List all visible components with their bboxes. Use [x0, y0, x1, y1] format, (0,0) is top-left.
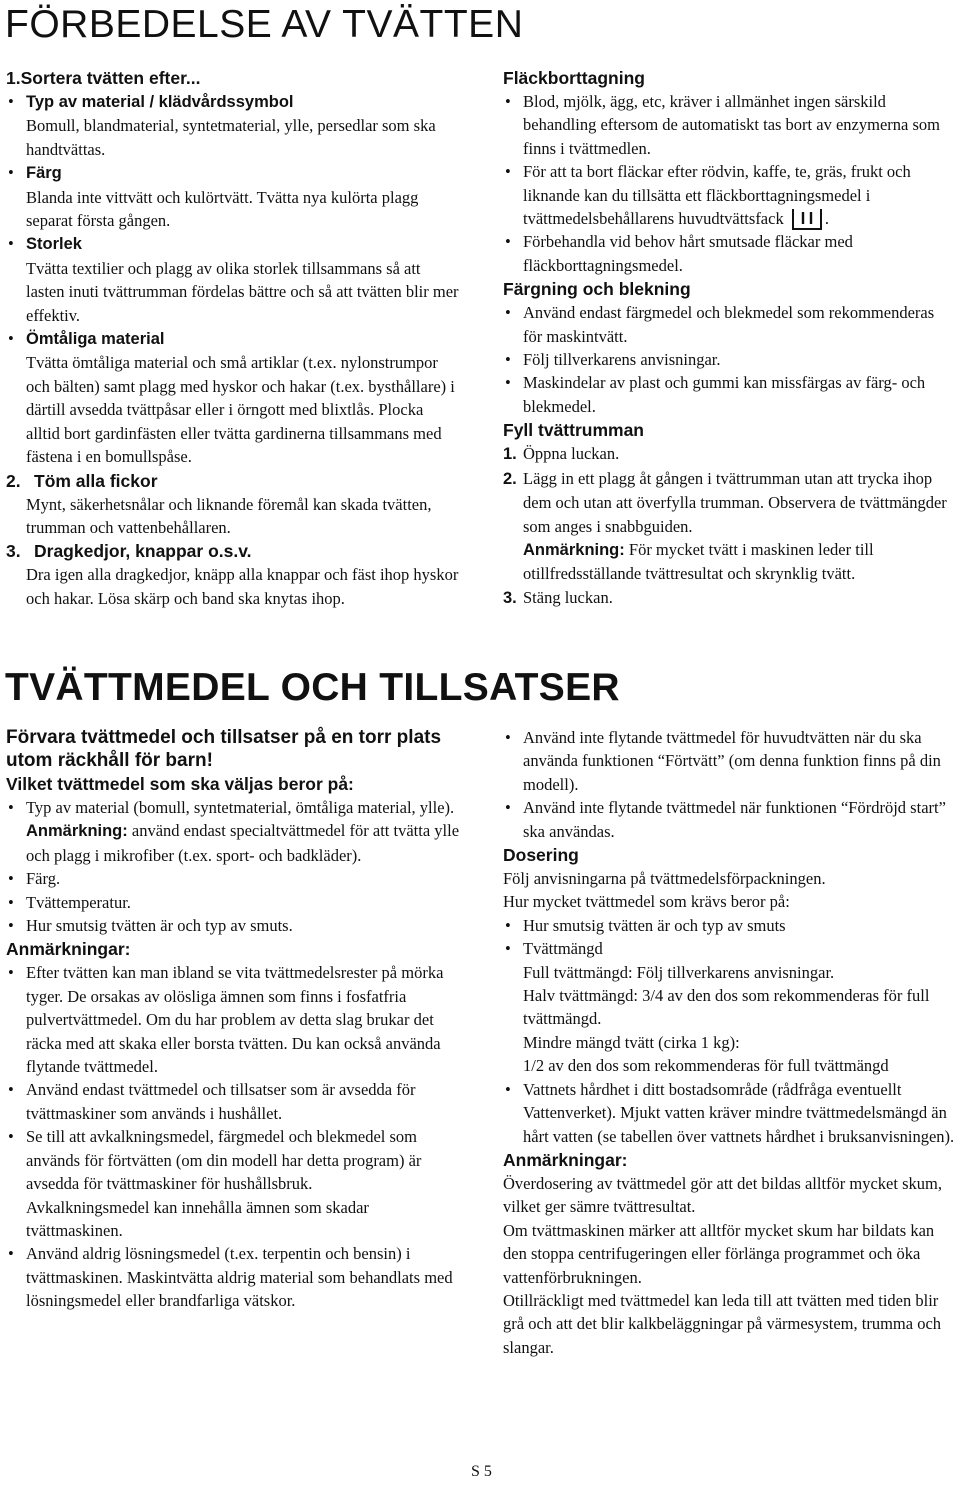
pockets-text: Mynt, säkerhetsnålar och liknande föremål kan skada tvätten, trumman och vattenbehållaren. [26, 494, 432, 537]
item-text: Blanda inte vittvätt och kulörtvätt. Tvätta nya kulörta plagg separat första gången. [26, 187, 419, 231]
dyeing-heading: Färgning och blekning [503, 279, 691, 300]
zippers-text: Dra igen alla dragkedjor, knäpp alla knappar och fäst ihop hyskor och hakar. Lösa skärp och band ska knytas ihop. [26, 565, 459, 608]
liquid-list [503, 726, 955, 843]
list-item: • Hur smutsig tvätten är och typ av smuts [503, 914, 955, 937]
item-title: Färg [26, 164, 62, 183]
fill-step-3: 3. Stäng luckan. [503, 587, 613, 607]
storage-heading: Förvara tvättmedel och tillsatser på en torr plats utom räckhåll för barn! [6, 727, 442, 771]
dosing-intro: Hur mycket tvättmedel som krävs beror på: [503, 892, 790, 912]
choice-heading: Vilket tvättmedel som ska väljas beror på: [6, 774, 354, 794]
section-title: TVÄTTMEDEL OCH TILLSATSER [5, 666, 620, 709]
item-title: Typ av material / klädvårdssymbol [26, 93, 294, 111]
choice-list [6, 796, 461, 937]
stains-list [503, 90, 955, 277]
fill-step-2: 2. Lägg in ett plagg åt gången i tvättrumman utan att trycka ihop dem och utan att överfylla trumman. Observera de tvättmängder som anges i snabbguiden. [503, 468, 947, 536]
fill-step-1: 1. Öppna luckan. [503, 444, 620, 464]
list-item: • För att ta bort fläckar efter rödvin, kaffe, te, gräs, frukt och liknande kan du tillsätta ett fläckborttagningsmedel i tvättmedelsbehållarens huvudtvättsfack . [503, 160, 955, 230]
dosing-note: Om tvättmaskinen märker att alltför mycket skum har bildats kan den stoppa centrifugeringen eller förlänga programmet och öka vattenförbrukningen. [503, 1220, 935, 1287]
notes-heading: Anmärkningar: [6, 939, 131, 960]
dosing-notes-heading: Anmärkningar: [503, 1149, 628, 1170]
list-item [6, 90, 461, 161]
list-item: • Använd endast färgmedel och blekmedel som rekommenderas för maskintvätt. [503, 301, 955, 348]
list-item: • Färg. [6, 867, 461, 890]
dosing-note: Överdosering av tvättmedel gör att det bildas alltför mycket skum, vilket ger sämre tvättresultat. [503, 1173, 942, 1217]
list-item [6, 161, 461, 232]
pockets-heading: 2. Töm alla fickor [6, 470, 158, 491]
item-text: Tvätta ömtåliga material och små artiklar (t.ex. nylonstrumpor och bälten) samt plagg med hyskor och hakar (t.ex. bysthållare) i därtill avsedda tvättpåsar eller i örngott med blixtlås. Plocka alltid bort gardinfästen eller tvätta gardinerna tillsammans med fästena i en bomullspåse. [26, 353, 455, 467]
list-item: • Efter tvätten kan man ibland se vita tvättmedelsrester på mörka tyger. De orsakas av olösliga ämnen som finns i fosfatfria pulvertvättmedel. Om du har problem av detta slag brukar det räcka med att skaka eller borsta tvätten. Du kan också använda flytande tvättmedel. [6, 961, 461, 1078]
stain-column [503, 66, 955, 610]
list-item: • Förbehandla vid behov hårt smutsade fläckar med fläckborttagningsmedel. [503, 230, 955, 277]
item-title: Storlek [26, 235, 82, 254]
page-title: FÖRBEDELSE AV TVÄTTEN [5, 3, 524, 46]
list-item [6, 327, 461, 468]
fill-heading: Fyll tvättrumman [503, 420, 644, 441]
page-number: S 5 [471, 1463, 492, 1480]
list-item: • Hur smutsig tvätten är och typ av smuts. [6, 914, 461, 937]
item-text: Tvätta textilier och plagg av olika storlek tillsammans så att lasten inuti tvättrumman fördelas bättre och så att tvätten blir mer effektiv. [26, 258, 459, 325]
list-item: • Tvättmängd Full tvättmängd: Följ tillverkarens anvisningar. Halv tvättmängd: 3/4 av den dos som rekommenderas för full tvättmängd. Mindre mängd tvätt (cirka 1 kg): 1/2 av den dos som rekommenderas för full tvättmängd [503, 937, 955, 1077]
list-item: • Följ tillverkarens anvisningar. [503, 348, 955, 371]
dyeing-list [503, 301, 955, 418]
dosing-heading: Dosering [503, 845, 579, 866]
dosing-note: Otillräckligt med tvättmedel kan leda till att tvätten med tiden blir grå och att det blir kalkbeläggningar på värmesystem, trumma och slangar. [503, 1290, 942, 1357]
list-item [6, 232, 461, 327]
list-item: • Maskindelar av plast och gummi kan missfärgas av färg- och blekmedel. [503, 371, 955, 418]
list-item: • Använd inte flytande tvättmedel för huvudtvätten när du ska använda funktionen “Förtvätt” (om denna funktion finns på din modell). [503, 726, 955, 796]
sort-list [6, 90, 461, 469]
dosing-list [503, 914, 955, 1148]
dosing-column [503, 726, 955, 1359]
list-item: • Använd endast tvättmedel och tillsatser som är avsedda för tvättmaskiner som används i hushållet. [6, 1078, 461, 1125]
fill-note: Anmärkning: För mycket tvätt i maskinen leder till otillfredsställande tvättresultat och skrynklig tvätt. [523, 539, 874, 584]
list-item: • Se till att avkalkningsmedel, färgmedel och blekmedel som används för förtvätten (om din modell har detta program) är avsedda för tvättmaskiner för hushållsbruk. Avkalkningsmedel kan innehålla ämnen som skadar tvättmaskinen. [6, 1125, 461, 1242]
notes-list [6, 961, 461, 1312]
zippers-heading: 3. Dragkedjor, knappar o.s.v. [6, 541, 252, 562]
dosing-intro: Följ anvisningarna på tvättmedelsförpackningen. [503, 869, 826, 889]
list-item: • Vattnets hårdhet i ditt bostadsområde (rådfråga eventuellt Vattenverket). Mjukt vatten kräver mindre tvättmedelsmängd än hårt vatten (se tabellen över vattnets hårdhet i bruksanvisningen). [503, 1078, 955, 1148]
stains-heading: Fläckborttagning [503, 68, 645, 88]
list-item: • Blod, mjölk, ägg, etc, kräver i allmänhet ingen särskild behandling eftersom de automatiskt tas bort av enzymerna som finns i tvättmedlen. [503, 90, 955, 160]
item-title: Ömtåliga material [26, 330, 165, 349]
item-text: Bomull, blandmaterial, syntetmaterial, ylle, persedlar som ska handtvättas. [26, 116, 436, 159]
sort-heading: 1.Sortera tvätten efter... [6, 68, 201, 88]
sorting-column [6, 66, 461, 610]
list-item: • Tvättemperatur. [6, 891, 461, 914]
list-item: • Typ av material (bomull, syntetmaterial, ömtåliga material, ylle). Anmärkning: använd endast specialtvättmedel för att tvätta ylle och plagg i mikrofiber (t.ex. sport- och badkläder). [6, 796, 461, 867]
list-item: • Använd aldrig lösningsmedel (t.ex. terpentin och bensin) i tvättmaskinen. Maskintvätta aldrig material som behandlats med lösningsmedel eller brandfarliga vätskor. [6, 1242, 461, 1312]
main-wash-compartment-icon [791, 208, 825, 230]
detergent-column [6, 726, 461, 1313]
list-item: • Använd inte flytande tvättmedel när funktionen “Fördröjd start” ska användas. [503, 796, 955, 843]
